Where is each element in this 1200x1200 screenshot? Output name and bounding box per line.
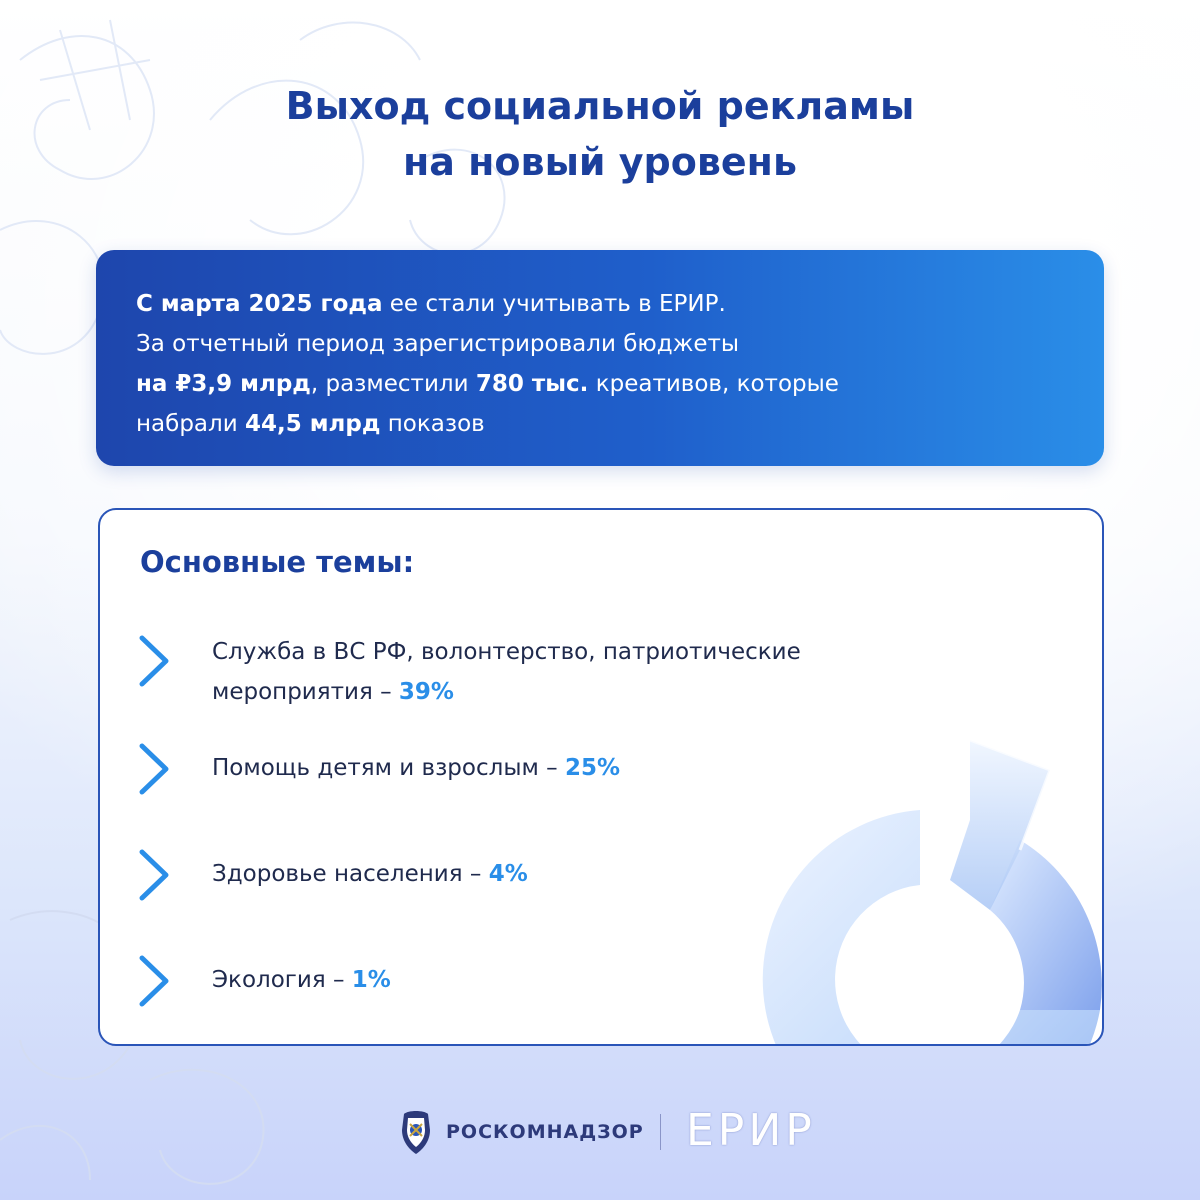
summary-line-2: За отчетный период зарегистрировали бюджеты: [136, 331, 740, 357]
topic-label: [212, 748, 952, 788]
roskomnadzor-emblem-icon: [396, 1108, 436, 1156]
topic-label: [212, 854, 952, 894]
topic-label-line-1: Служба в ВС РФ, волонтерство, патриотические: [212, 639, 801, 665]
topic-label-text: Экология –: [212, 967, 352, 993]
topic-item: [134, 846, 934, 926]
summary-line-4: [136, 404, 1064, 444]
topic-label: [212, 632, 952, 712]
chevron-right-icon: [134, 846, 174, 904]
footer: [0, 1105, 1200, 1168]
topic-percentage: 39%: [398, 679, 454, 705]
topic-percentage: 25%: [564, 755, 621, 781]
summary-card: [96, 250, 1104, 466]
footer-divider: [660, 1114, 661, 1150]
topic-item: [134, 740, 934, 820]
erir-logo: ЕРИР: [686, 1105, 816, 1156]
page-title-line-1: Выход социальной рекламы: [285, 84, 915, 128]
chevron-right-icon: [134, 952, 174, 1010]
page-title-line-2: на новый уровень: [403, 140, 797, 184]
topic-percentage: 4%: [488, 861, 528, 887]
summary-line-3: [136, 364, 1064, 404]
summary-line-1-text: ее стали учитывать в ЕРИР.: [382, 291, 726, 317]
topic-percentage: 1%: [351, 967, 391, 993]
summary-line-4-pre: набрали: [136, 411, 245, 437]
summary-line-1: [136, 284, 1064, 324]
summary-line-3-mid: , разместили: [310, 371, 476, 397]
summary-budget: на ₽3,9 млрд: [136, 371, 311, 397]
roskomnadzor-logo-text: РОСКОМНАДЗОР: [446, 1121, 644, 1143]
summary-creatives-count: 780 тыс.: [475, 371, 589, 397]
chevron-right-icon: [134, 740, 174, 798]
summary-impressions: 44,5 млрд: [244, 411, 381, 437]
topic-label-text: Помощь детям и взрослым –: [212, 755, 565, 781]
chevron-right-icon: [134, 632, 174, 690]
summary-start-date: С марта 2025 года: [136, 291, 383, 317]
topics-card: [98, 508, 1104, 1046]
summary-line-4-text: показов: [380, 411, 485, 437]
topic-label-text: Здоровье населения –: [212, 861, 489, 887]
topic-item: [134, 952, 934, 1032]
topic-label-line-2: мероприятия –: [212, 679, 399, 705]
topic-item: [134, 632, 934, 712]
summary-line-3-text: креативов, которые: [588, 371, 839, 397]
topics-heading: Основные темы:: [140, 545, 415, 579]
topic-label: [212, 960, 952, 1000]
page-title: [0, 78, 1200, 190]
